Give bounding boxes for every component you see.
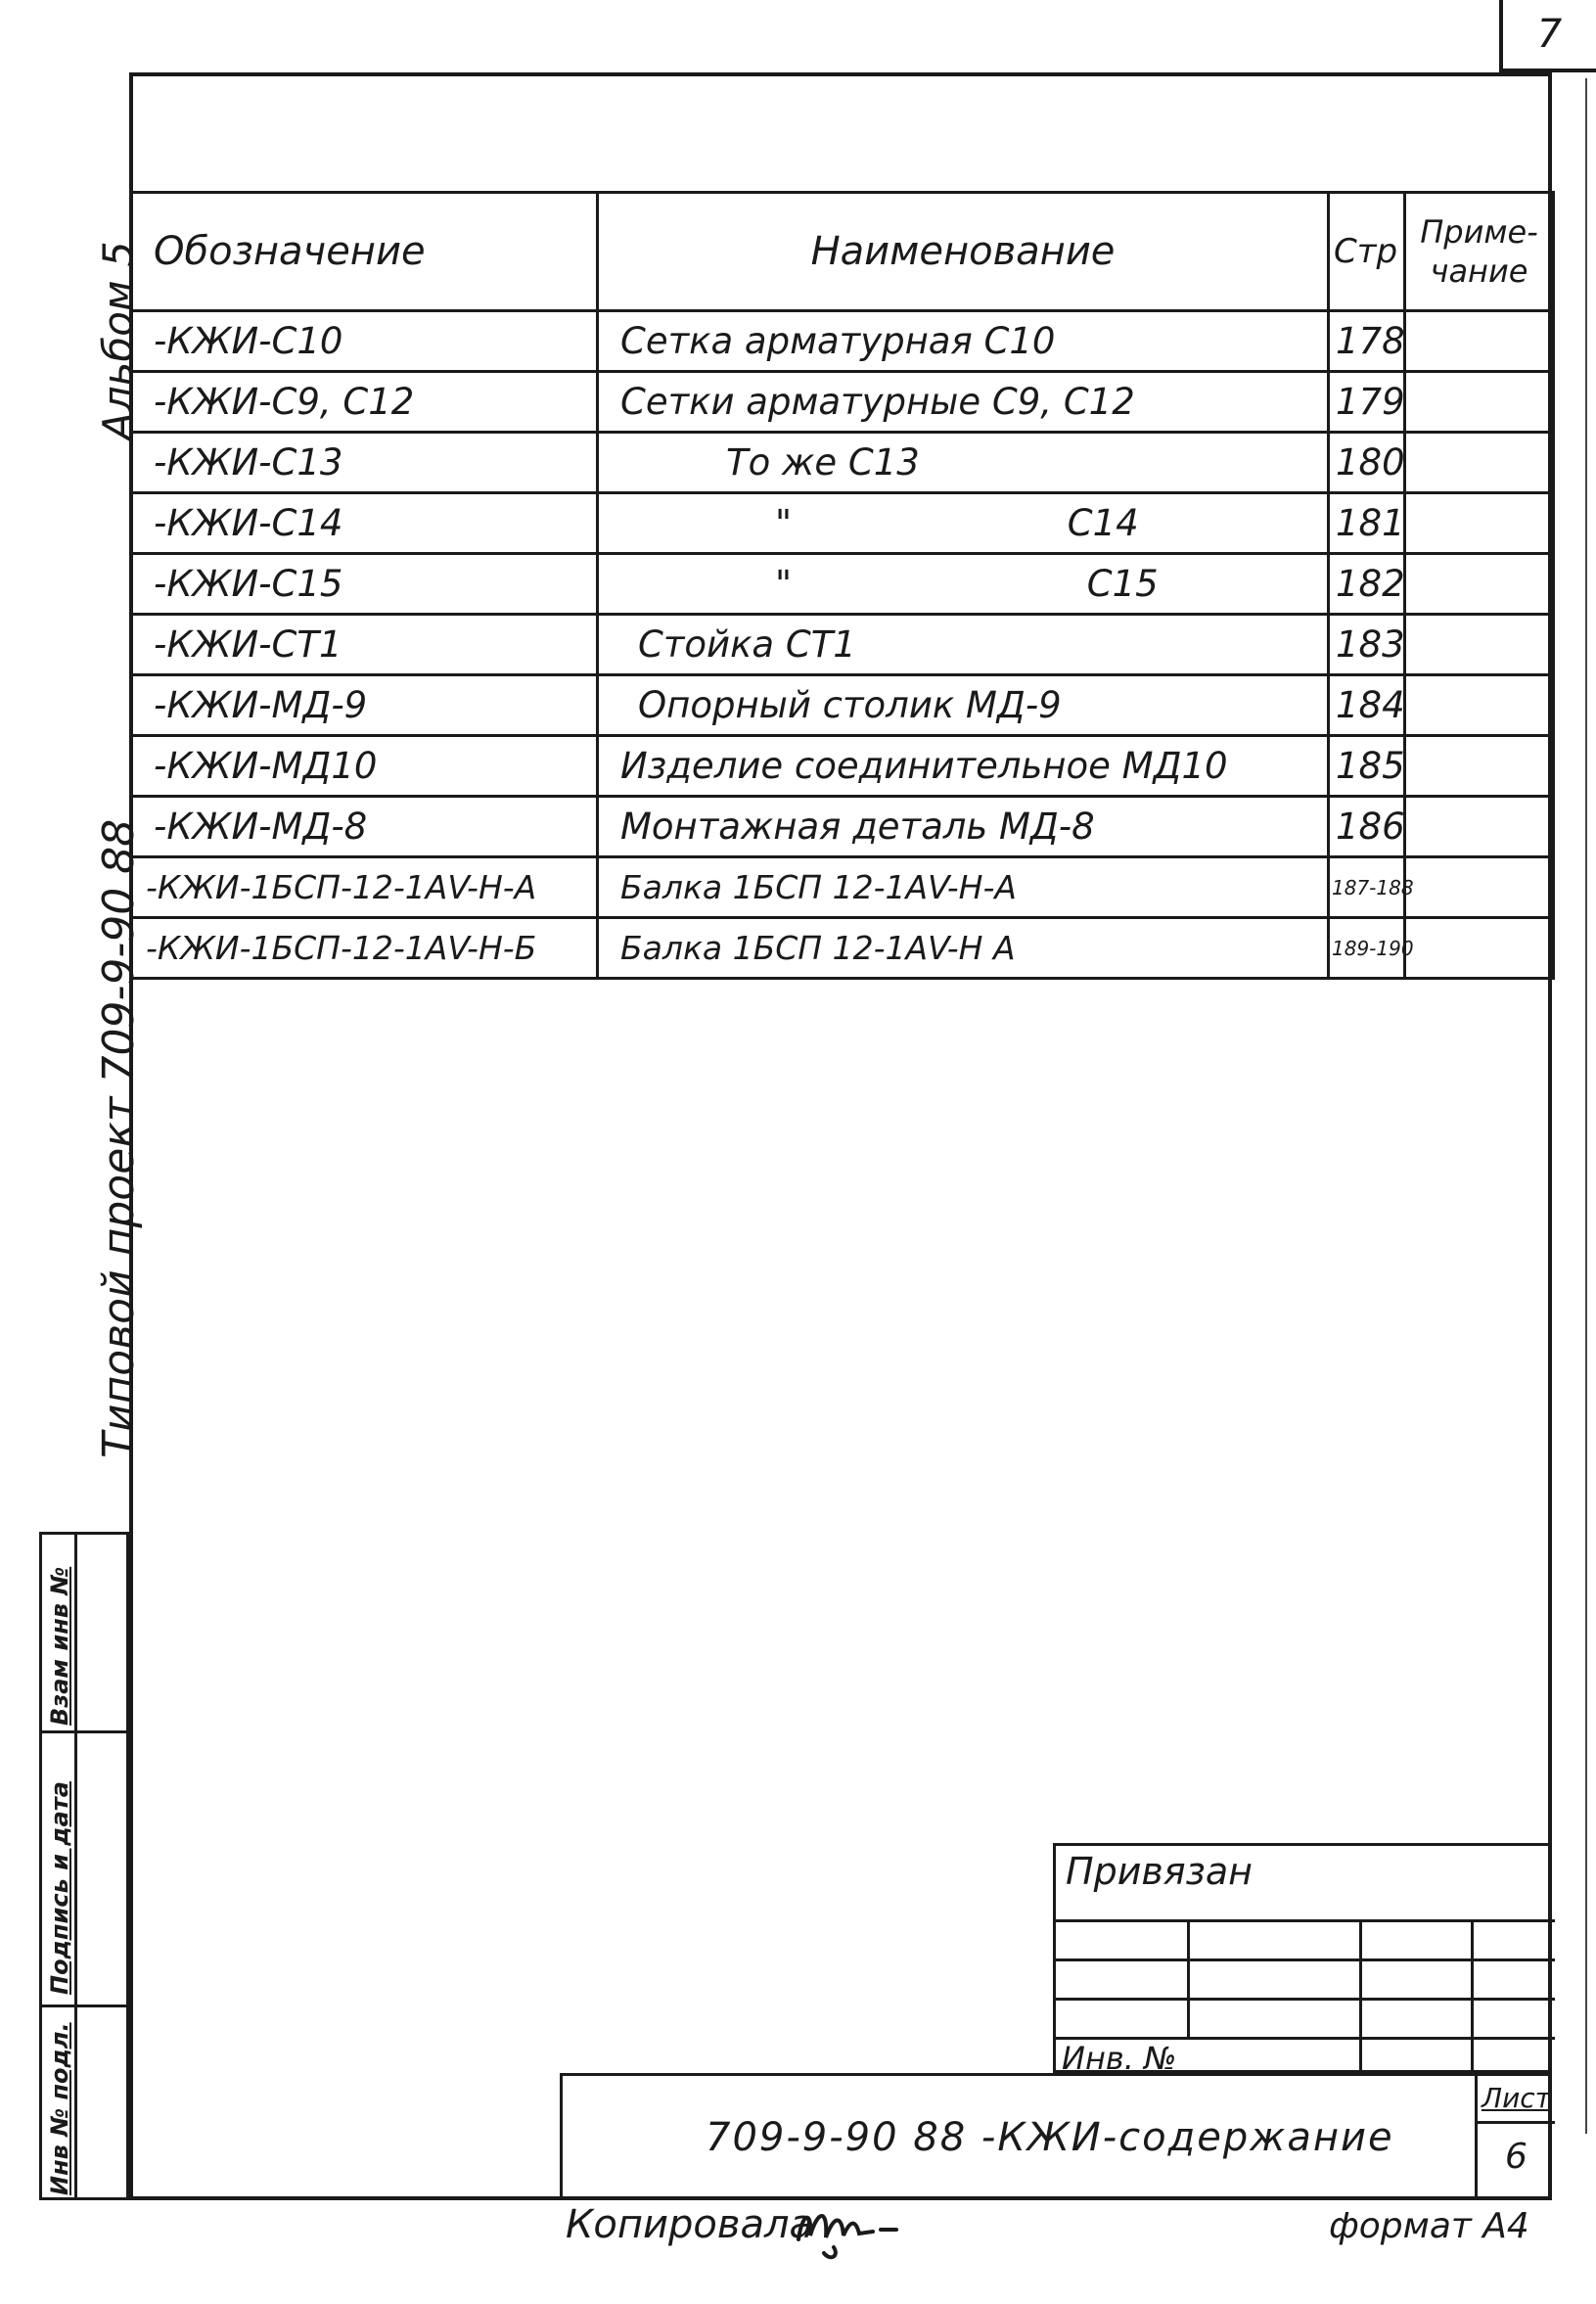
title-block (560, 2073, 1552, 2200)
row-page: 189-190 (1329, 918, 1405, 979)
row-page: 186 (1329, 797, 1405, 857)
sheet-number: 6 (1505, 2137, 1528, 2177)
project-label: Типовой проект 709-9-90 88 (94, 818, 144, 1458)
table-row (131, 554, 1554, 615)
row-page: 180 (1329, 433, 1405, 493)
copied-by-label: Копировала (566, 2202, 814, 2247)
row-code: -КЖИ-МД-9 (131, 675, 598, 736)
table-row (131, 675, 1554, 736)
corner-number-box (1499, 0, 1596, 72)
table-row (131, 797, 1554, 857)
row-note (1405, 554, 1554, 615)
privyazan-col-line (1187, 1919, 1190, 2037)
row-name: Балка 1БСП 12-1АV-Н-А (598, 857, 1329, 918)
signature-mark (791, 2192, 908, 2261)
row-name: Изделие соединительное МД10 (598, 736, 1329, 797)
row-note (1405, 433, 1554, 493)
row-name: Сетка арматурная С10 (598, 311, 1329, 372)
row-note (1405, 918, 1554, 979)
privyazan-col-line (1359, 1919, 1362, 2076)
table-row (131, 493, 1554, 554)
sheet-number-box (1475, 2076, 1555, 2200)
row-note (1405, 675, 1554, 736)
table-row (131, 857, 1554, 918)
row-name: Балка 1БСП 12-1АV-Н А (598, 918, 1329, 979)
scan-edge-line (1585, 78, 1587, 2134)
row-note (1405, 857, 1554, 918)
document-code: 709-9-90 88 -КЖИ-содержание (706, 2115, 1394, 2160)
row-code: -КЖИ-МД10 (131, 736, 598, 797)
strip-divider (42, 1730, 132, 1733)
row-page: 179 (1329, 372, 1405, 433)
row-name: Сетки арматурные С9, С12 (598, 372, 1329, 433)
row-name: То же С13 (598, 433, 1329, 493)
table-row (131, 311, 1554, 372)
row-code: -КЖИ-С9, С12 (131, 372, 598, 433)
row-name: " С15 (598, 554, 1329, 615)
row-code: -КЖИ-1БСП-12-1АV-Н-А (131, 857, 598, 918)
vzam-inv-label: Взам инв № (46, 1566, 73, 1726)
strip-divider (42, 2004, 132, 2007)
row-note (1405, 372, 1554, 433)
podpis-data-label: Подпись и дата (46, 1781, 73, 1995)
contents-table (129, 191, 1555, 980)
row-note (1405, 797, 1554, 857)
sheet-label: Лист (1478, 2082, 1555, 2124)
inv-podl-label: Инв № подл. (46, 2022, 73, 2195)
row-note (1405, 311, 1554, 372)
privyazan-row-line (1056, 1958, 1555, 1961)
table-row (131, 372, 1554, 433)
row-page: 184 (1329, 675, 1405, 736)
row-code: -КЖИ-1БСП-12-1АV-Н-Б (131, 918, 598, 979)
privyazan-block (1053, 1843, 1552, 2077)
format-label: формат А4 (1329, 2206, 1529, 2246)
row-page: 185 (1329, 736, 1405, 797)
inv-number-label: Инв. № (1062, 2040, 1177, 2077)
row-page: 183 (1329, 615, 1405, 675)
left-stamp-strip (39, 1532, 129, 2200)
privyazan-row-line (1056, 1919, 1555, 1922)
privyazan-col-line (1471, 1919, 1474, 2076)
row-page: 182 (1329, 554, 1405, 615)
row-code: -КЖИ-С13 (131, 433, 598, 493)
table-row (131, 433, 1554, 493)
row-page: 181 (1329, 493, 1405, 554)
privyazan-row-line (1056, 1998, 1555, 2001)
row-code: -КЖИ-МД-8 (131, 797, 598, 857)
album-label: Альбом 5 (94, 241, 142, 440)
row-note (1405, 615, 1554, 675)
table-row (131, 736, 1554, 797)
row-page: 187-188 (1329, 857, 1405, 918)
row-name: Опорный столик МД-9 (598, 675, 1329, 736)
header-page: Стр (1329, 193, 1405, 311)
table-row (131, 615, 1554, 675)
header-note: Приме- чание (1405, 193, 1554, 311)
row-name: " С14 (598, 493, 1329, 554)
row-code: -КЖИ-С15 (131, 554, 598, 615)
row-note (1405, 736, 1554, 797)
privyazan-label: Привязан (1066, 1850, 1253, 1893)
table-header-row (131, 193, 1554, 311)
corner-page-number: 7 (1536, 12, 1563, 57)
header-code: Обозначение (131, 193, 598, 311)
header-name: Наименование (598, 193, 1329, 311)
row-name: Монтажная деталь МД-8 (598, 797, 1329, 857)
row-code: -КЖИ-СТ1 (131, 615, 598, 675)
row-name: Стойка СТ1 (598, 615, 1329, 675)
row-page: 178 (1329, 311, 1405, 372)
table-row (131, 918, 1554, 979)
row-note (1405, 493, 1554, 554)
row-code: -КЖИ-С14 (131, 493, 598, 554)
row-code: -КЖИ-С10 (131, 311, 598, 372)
